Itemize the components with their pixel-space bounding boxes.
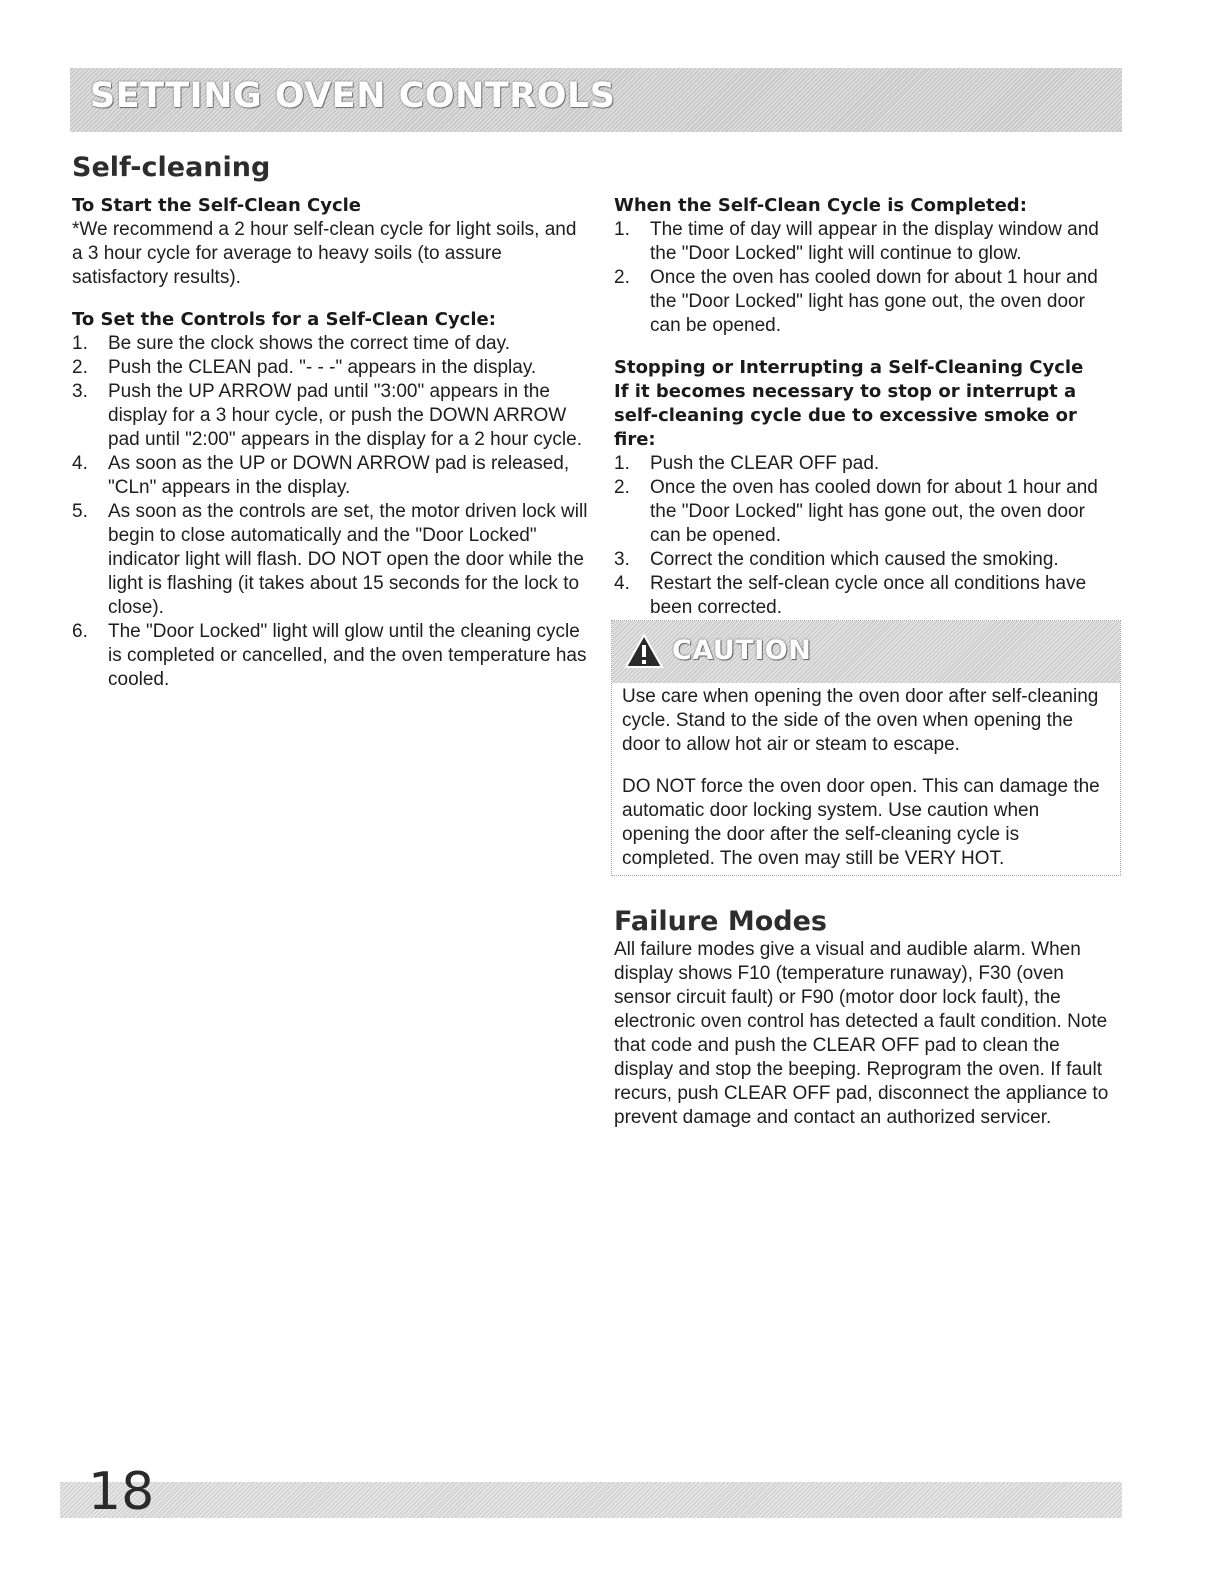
caution-paragraph: Use care when opening the oven door after self-cleaning cycle. Stand to the side of the oven when opening the door to allow hot air or steam to escape.	[622, 686, 1099, 755]
completed-steps	[614, 218, 1114, 338]
list-item: 1. The time of day will appear in the display window and the "Door Locked" light will continue to glow.	[614, 219, 1099, 264]
list-item: 6. The "Door Locked" light will glow until the cleaning cycle is completed or cancelled, and the oven temperature has cooled.	[72, 621, 587, 690]
section-title-self-cleaning: Self-cleaning	[72, 152, 271, 183]
list-item: 4. As soon as the UP or DOWN ARROW pad is released, "CLn" appears in the display.	[72, 453, 570, 498]
list-item: 5. As soon as the controls are set, the motor driven lock will begin to close automatically and the "Door Locked" indicator light will flash. DO NOT open the door while the light is flashing (it takes about 15 seconds for the lock to close).	[72, 501, 588, 618]
list-item: 1. Be sure the clock shows the correct time of day.	[72, 333, 510, 354]
caution-paragraph: DO NOT force the oven door open. This can damage the automatic door locking system. Use caution when opening the door after the self-cleaning cycle is completed. The oven may still be VERY HOT.	[622, 776, 1100, 869]
list-item: 2. Push the CLEAN pad. "- - -" appears in the display.	[72, 357, 537, 378]
list-item: 3. Push the UP ARROW pad until "3:00" appears in the display for a 3 hour cycle, or push the DOWN ARROW pad until "2:00" appears in the display for a 2 hour cycle.	[72, 381, 582, 450]
start-heading: To Start the Self-Clean Cycle	[72, 195, 362, 216]
list-item: 3. Correct the condition which caused the smoking.	[614, 549, 1059, 570]
stopping-heading: Stopping or Interrupting a Self-Cleaning Cycle	[614, 357, 1084, 378]
caution-header	[612, 621, 1120, 683]
caution-box	[611, 620, 1121, 876]
set-controls-heading: To Set the Controls for a Self-Clean Cycle:	[72, 309, 496, 330]
start-text: *We recommend a 2 hour self-clean cycle for light soils, and a 3 hour cycle for average to heavy soils (to assure satisfactory results).	[72, 219, 577, 288]
completed-heading: When the Self-Clean Cycle is Completed:	[614, 195, 1027, 216]
caution-label: CAUTION	[672, 635, 812, 666]
list-item: 4. Restart the self-clean cycle once all conditions have been corrected.	[614, 573, 1087, 618]
list-item: 2. Once the oven has cooled down for about 1 hour and the "Door Locked" light has gone out, the oven door can be opened.	[614, 477, 1098, 546]
right-column	[614, 194, 1114, 620]
caution-body	[612, 683, 1120, 871]
warning-triangle-icon	[624, 633, 664, 669]
footer-bar	[60, 1462, 1122, 1522]
stopping-steps	[614, 452, 1114, 620]
page-number: 18	[88, 1462, 155, 1522]
header-banner	[70, 68, 1122, 132]
list-item: 2. Once the oven has cooled down for about 1 hour and the "Door Locked" light has gone out, the oven door can be opened.	[614, 267, 1098, 336]
left-column	[72, 194, 592, 692]
list-item: 1. Push the CLEAR OFF pad.	[614, 453, 880, 474]
section-title-failure-modes: Failure Modes	[614, 906, 827, 937]
page-header-title: SETTING OVEN CONTROLS	[90, 76, 616, 116]
set-controls-steps	[72, 332, 592, 692]
stopping-subheading: If it becomes necessary to stop or interrupt a self-cleaning cycle due to excessive smoke or fire:	[614, 381, 1077, 450]
failure-modes-text: All failure modes give a visual and audible alarm. When display shows F10 (temperature runaway), F30 (oven sensor circuit fault) or F90 (motor door lock fault), the electronic oven control has detected a fault condition. Note that code and push the CLEAR OFF pad to clean the display and stop the beeping. Reprogram the oven. If fault recurs, push CLEAR OFF pad, disconnect the appliance to prevent damage and contact an authorized servicer.	[614, 939, 1109, 1128]
